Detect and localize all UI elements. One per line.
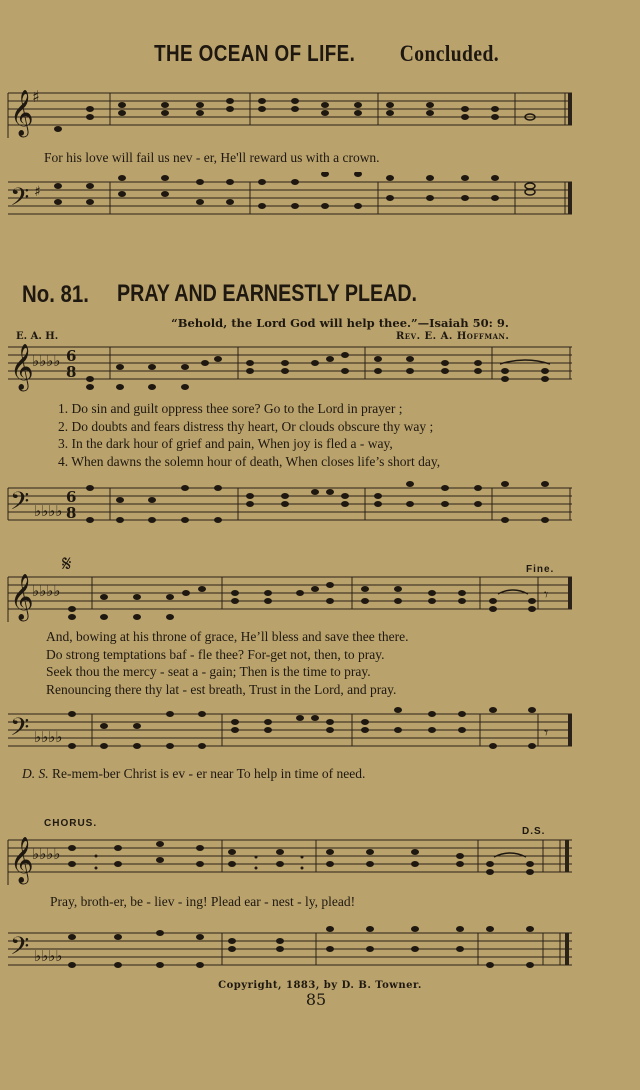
verse-1-line-2: And, bowing at his throne of grace, He’ll bless and save thee there. bbox=[46, 629, 409, 644]
verse-4-line-1: 4. When dawns the solemn hour of death, When closes life’s short day, bbox=[58, 453, 441, 469]
ds-marking: D.S. bbox=[522, 826, 546, 837]
ds-lyric-line bbox=[22, 766, 365, 782]
hymn-number: No. 81. bbox=[22, 281, 89, 308]
system2-treble-staff bbox=[0, 572, 640, 622]
system2-bass-staff bbox=[0, 706, 640, 756]
previous-hymn-title-text: THE OCEAN OF LIFE. bbox=[154, 40, 356, 66]
flat-icon: ♭♭♭♭ bbox=[32, 582, 61, 600]
hymn-heading bbox=[22, 280, 622, 309]
composer-credit: Rev. E. A. Hoffman. bbox=[396, 331, 510, 342]
previous-hymn-treble-staff bbox=[0, 88, 640, 138]
sharp-icon: ♯ bbox=[34, 184, 41, 200]
page-number: 85 bbox=[305, 990, 327, 1009]
eighth-rest-icon: 𝄾 bbox=[544, 585, 549, 604]
chorus-treble-staff bbox=[0, 835, 640, 885]
chorus-label: CHORUS. bbox=[44, 818, 98, 829]
treble-clef-icon: 𝄞 bbox=[10, 344, 34, 390]
bass-clef-icon: 𝄢 bbox=[10, 183, 30, 218]
bass-clef-icon: 𝄢 bbox=[10, 487, 30, 522]
flat-icon: ♭♭♭♭ bbox=[34, 947, 63, 965]
svg-text:6: 6 bbox=[66, 488, 77, 506]
bass-clef-icon: 𝄢 bbox=[10, 713, 30, 748]
previous-hymn-suffix: Concluded. bbox=[399, 41, 500, 66]
sharp-icon: ♯ bbox=[32, 88, 40, 106]
eighth-rest-icon: 𝄾 bbox=[544, 723, 549, 742]
treble-clef-icon: 𝄞 bbox=[10, 90, 34, 136]
ds-lyric-text: Re-mem-ber Christ is ev - er near To help in time of need. bbox=[52, 766, 366, 781]
fine-marking: Fine. bbox=[526, 564, 555, 575]
lyricist-credit: E. A. H. bbox=[16, 331, 59, 342]
previous-hymn-title bbox=[0, 40, 640, 67]
system1-bass-staff bbox=[0, 480, 640, 530]
svg-text:8: 8 bbox=[66, 504, 77, 522]
bass-clef-icon: 𝄢 bbox=[10, 932, 30, 967]
previous-hymn-bass-staff bbox=[0, 172, 640, 222]
time-signature-top: 6 bbox=[66, 347, 77, 365]
segno-icon: 𝄋 bbox=[62, 552, 72, 577]
flat-icon: ♭♭♭♭ bbox=[34, 728, 63, 746]
chorus-lyric: Pray, broth-er, be - liev - ing! Plead ear - nest - ly, plead! bbox=[50, 894, 356, 909]
flat-icon: ♭♭♭♭ bbox=[32, 352, 61, 370]
treble-clef-icon: 𝄞 bbox=[10, 837, 34, 883]
verse-1-line-1: 1. Do sin and guilt oppress thee sore? Go to the Lord in prayer ; bbox=[58, 401, 403, 416]
verse-3-line-1: 3. In the dark hour of grief and pain, When joy is fled a - way, bbox=[58, 436, 393, 451]
ds-label: D. S. bbox=[22, 766, 49, 781]
previous-hymn-lyric: For his love will fail us nev - er, He'll reward us with a crown. bbox=[44, 150, 380, 165]
copyright-notice: Copyright, 1883, by D. B. Towner. bbox=[218, 980, 422, 991]
treble-clef-icon: 𝄞 bbox=[10, 574, 34, 620]
hymn-title: PRAY AND EARNESTLY PLEAD. bbox=[117, 280, 418, 307]
flat-icon: ♭♭♭♭ bbox=[34, 502, 63, 520]
time-signature-bottom: 8 bbox=[66, 363, 77, 381]
verses-second-half bbox=[46, 628, 409, 698]
verse-3-line-2: Seek thou the mercy - seat a - gain; Then is the time to pray. bbox=[46, 664, 371, 679]
verses-first-half bbox=[58, 400, 440, 470]
verse-2-line-1: 2. Do doubts and fears distress thy heart, Or clouds obscure thy way ; bbox=[58, 418, 434, 434]
verse-4-line-2: Renouncing there thy lat - est breath, Trust in the Lord, and pray. bbox=[46, 681, 397, 697]
chorus-bass-staff bbox=[0, 925, 640, 980]
system1-treble-staff bbox=[0, 342, 640, 392]
scripture-epigraph: “Behold, the Lord God will help thee.”—Isaiah 50: 9. bbox=[171, 316, 509, 330]
verse-2-line-2: Do strong temptations baf - fle thee? For-get not, then, to pray. bbox=[46, 646, 385, 662]
flat-icon: ♭♭♭♭ bbox=[32, 845, 61, 863]
